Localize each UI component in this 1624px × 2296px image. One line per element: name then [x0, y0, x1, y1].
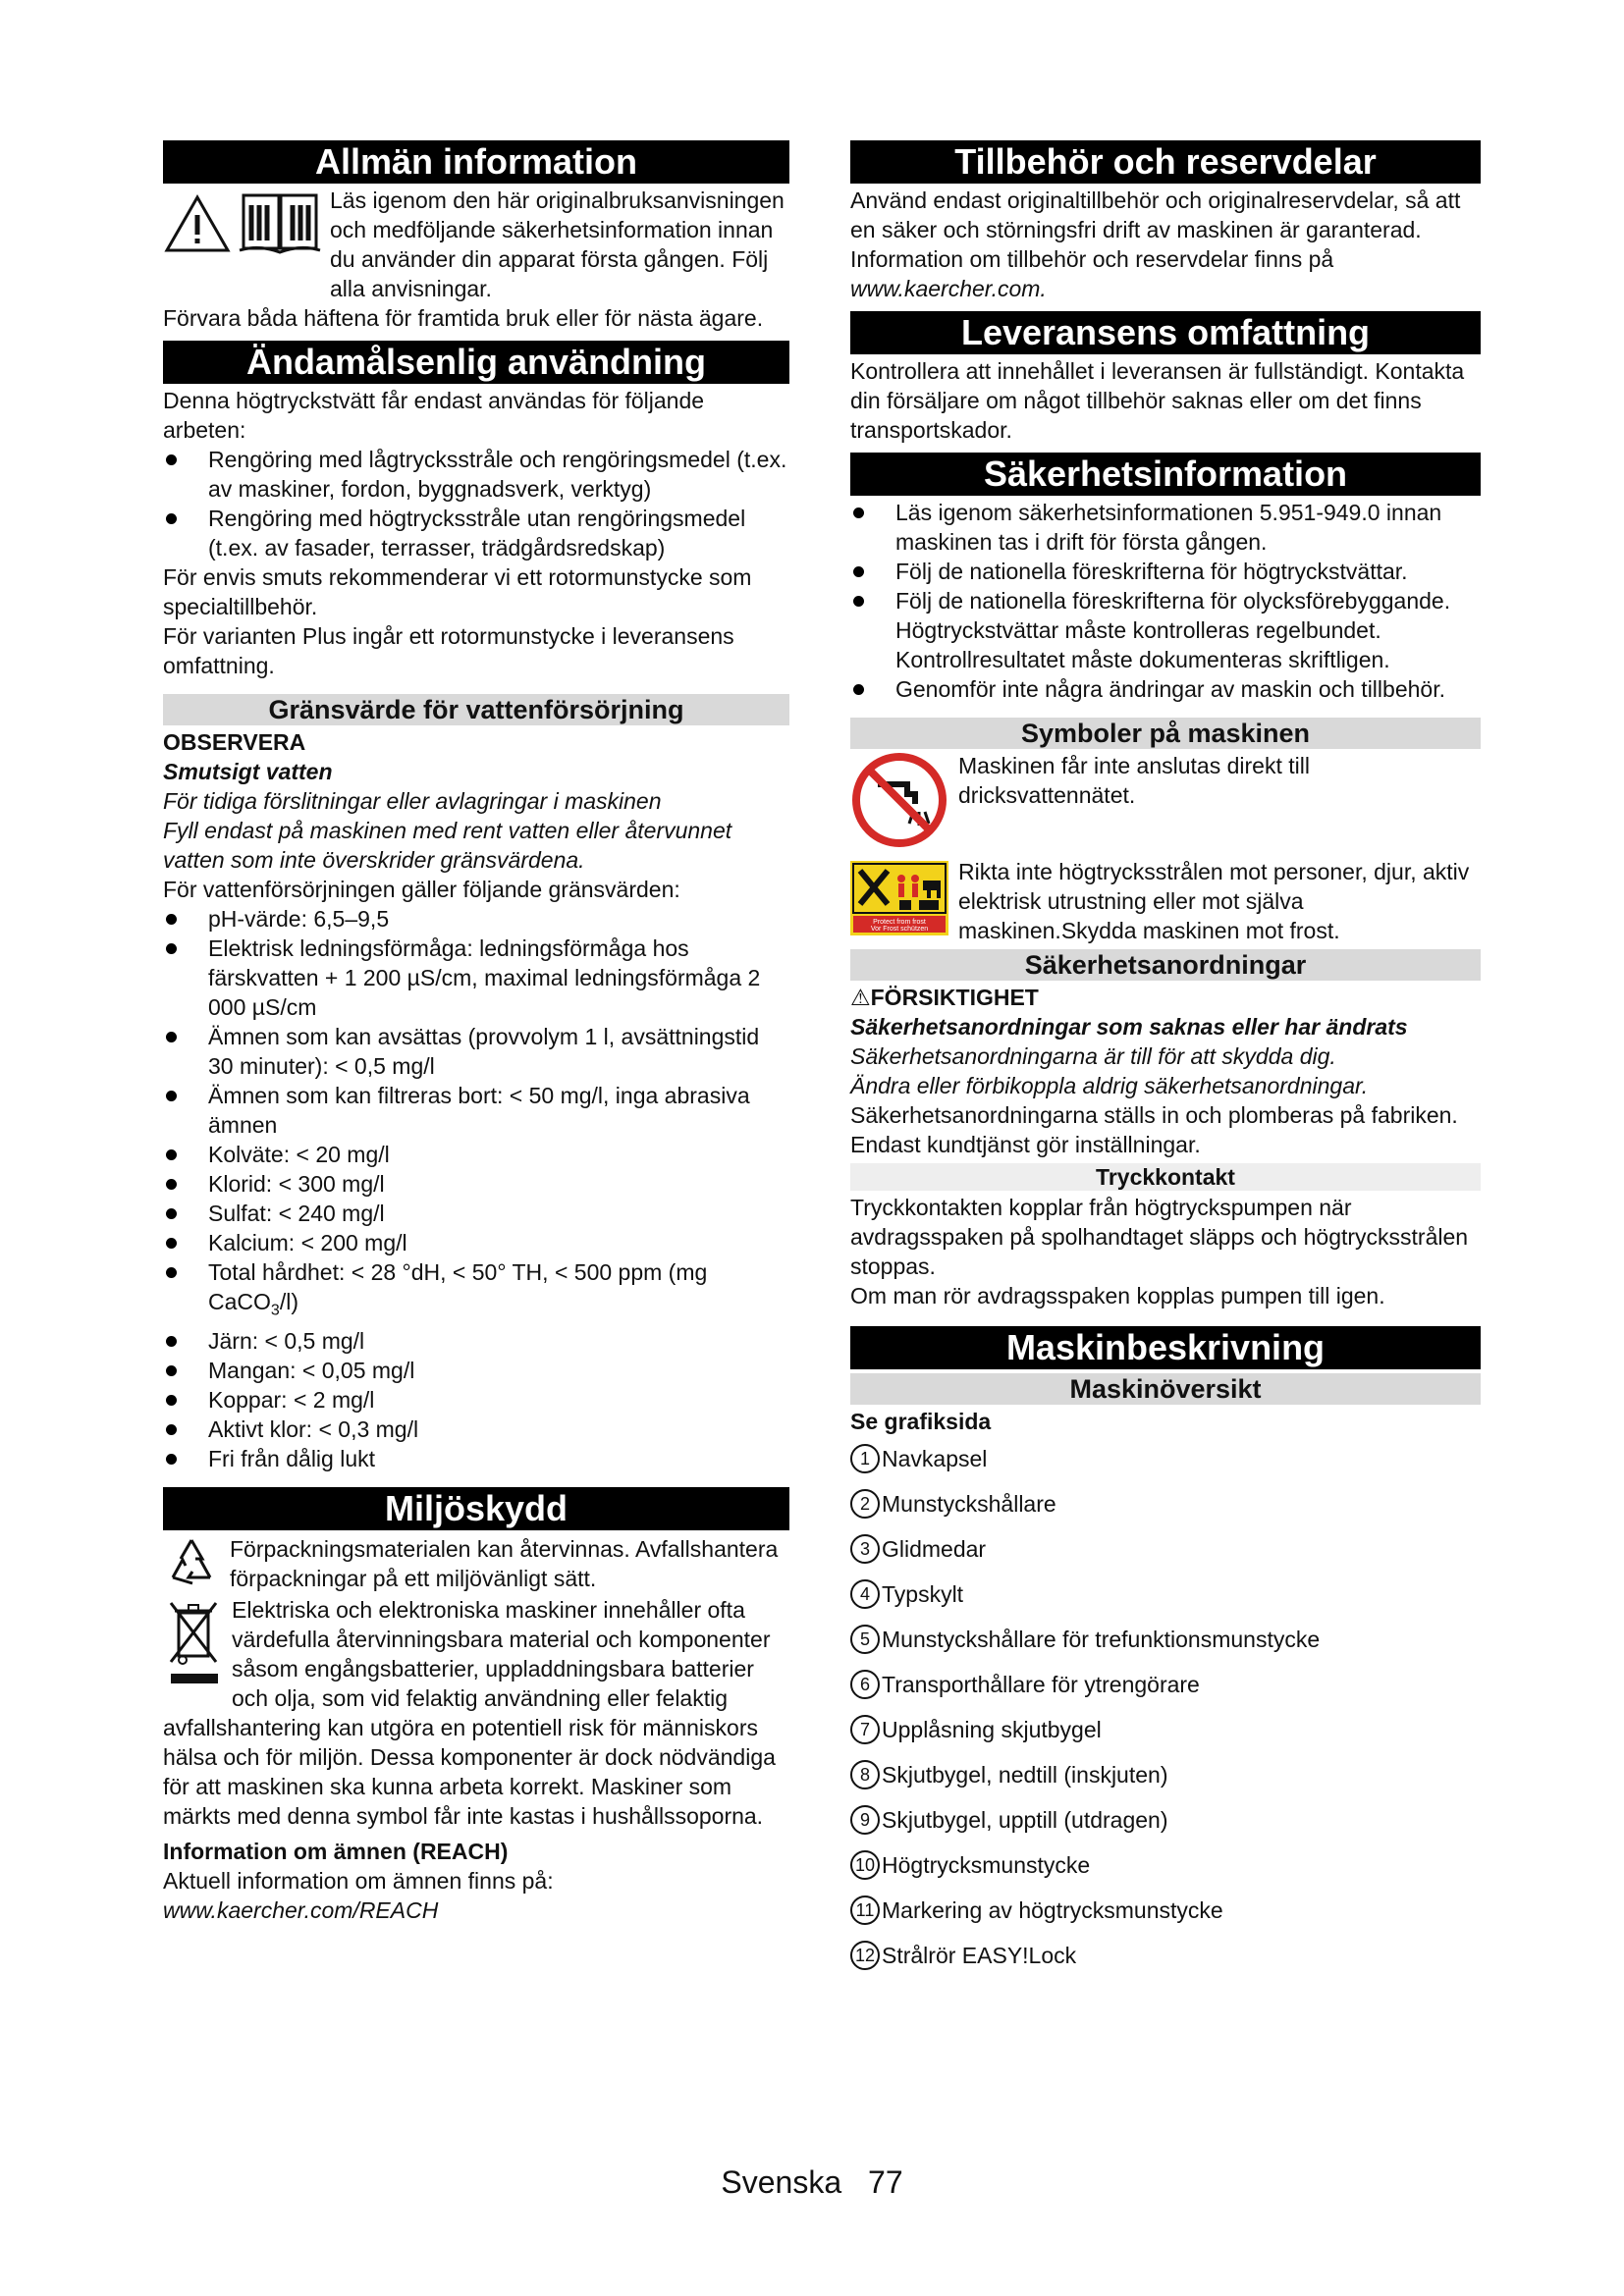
heading-tillbehor: Tillbehör och reservdelar	[850, 140, 1481, 184]
list-item: Sulfat: < 240 mg/l	[163, 1199, 789, 1228]
recycle-text: Förpackningsmaterialen kan återvinnas. Avfallshantera förpackningar på ett miljövänligt sätt.	[230, 1535, 779, 1591]
list-item: Läs igenom säkerhetsinformationen 5.951-949.0 innan maskinen tas i drift för första gången.	[850, 498, 1481, 557]
list-item: 6 Transporthållare för ytrengörare	[850, 1662, 1481, 1707]
allman-keep-text: Förvara båda häftena för framtida bruk eller för nästa ägare.	[163, 305, 764, 331]
list-item: pH-värde: 6,5–9,5	[163, 904, 789, 934]
no-drinking-water-connection-icon	[850, 751, 948, 849]
symbol-frost-text: Rikta inte högtrycksstrålen mot personer, djur, aktiv elektrisk utrustning eller mot själva maskinen.Skydda maskinen mot frost.	[958, 859, 1470, 943]
list-item-hardhet: Total hårdhet: < 28 °dH, < 50° TH, < 500 ppm (mg CaCO$_3$/l)	[163, 1257, 789, 1326]
tryck-p1: Tryckkontakten kopplar från högtryckspumpen när avdragsspaken på spolhandtaget släpps och högtrycksstrålen stoppas.	[850, 1195, 1469, 1279]
list-item: Följ de nationella föreskrifterna för olycksförebyggande. Högtryckstvättar måste kontrolleras regelbundet. Kontrollresultatet måste dokumenteras skriftligen.	[850, 586, 1481, 674]
heading-tryckkontakt: Tryckkontakt	[850, 1163, 1481, 1191]
item-number: 1	[850, 1444, 880, 1473]
right-column	[850, 140, 1481, 1978]
caution-label: ⚠FÖRSIKTIGHET	[850, 985, 1039, 1010]
tillbehor-link[interactable]: www.kaercher.com.	[850, 276, 1047, 301]
andamal-list	[163, 445, 789, 562]
left-column	[163, 140, 789, 1925]
symbol-no-drinking-water-row	[850, 751, 1481, 853]
symbol-no-drinking-water-text: Maskinen får inte anslutas direkt till dricksvattennätet.	[958, 753, 1310, 808]
list-item: Koppar: < 2 mg/l	[163, 1385, 789, 1415]
item-number: 12	[850, 1941, 880, 1970]
weee-block	[163, 1595, 789, 1831]
item-number: 9	[850, 1805, 880, 1835]
allman-intro-text: Läs igenom den här originalbruksanvisningen och medföljande säkerhetsinformation innan du använder din apparat första gången. Följ alla anvisningar.	[330, 187, 785, 301]
list-item: 8 Skjutbygel, nedtill (inskjuten)	[850, 1752, 1481, 1797]
list-item: 10 Högtrycksmunstycke	[850, 1842, 1481, 1888]
se-grafiksida: Se grafiksida	[850, 1409, 992, 1434]
grans-italic-2: Fyll endast på maskinen med rent vatten eller återvunnet vatten som inte överskrider gränsvärdena.	[163, 818, 732, 873]
weee-text: Elektriska och elektroniska maskiner innehåller ofta värdefulla återvinningsbara material och komponenter såsom engångsbatterier, uppladdningsbara batterier och olja, som vid felaktig användning eller felaktig avfallshantering kan utgöra en potentiell risk för människors hälsa och för miljön. Dessa komponenter är dock nödvändiga för att maskinen ska kunna arbeta korrekt. Maskiner som märkts med denna symbol får inte kastas i hushållssoporna.	[163, 1596, 776, 1829]
list-item: 11 Markering av högtrycksmunstycke	[850, 1888, 1481, 1933]
heading-sakerhetsinformation: Säkerhetsinformation	[850, 453, 1481, 496]
reach-title: Information om ämnen (REACH)	[163, 1838, 509, 1864]
item-number: 5	[850, 1625, 880, 1654]
heading-symboler: Symboler på maskinen	[850, 718, 1481, 749]
grans-italic-1: För tidiga förslitningar eller avlagringar i maskinen	[163, 788, 662, 814]
item-number: 2	[850, 1489, 880, 1519]
heading-andamalsenlig-anvandning: Ändamålsenlig användning	[163, 341, 789, 384]
list-item: Följ de nationella föreskrifterna för högtryckstvättar.	[850, 557, 1481, 586]
list-item: Mangan: < 0,05 mg/l	[163, 1356, 789, 1385]
list-item: Genomför inte några ändringar av maskin och tillbehör.	[850, 674, 1481, 704]
list-item: 1 Navkapsel	[850, 1436, 1481, 1481]
heading-leverans: Leveransens omfattning	[850, 311, 1481, 354]
heading-sakerhetsanordningar: Säkerhetsanordningar	[850, 949, 1481, 981]
page-footer	[0, 2164, 1624, 2201]
heading-miljoskydd: Miljöskydd	[163, 1487, 789, 1530]
list-item: 4 Typskylt	[850, 1572, 1481, 1617]
maskin-parts-list	[850, 1436, 1481, 1978]
heading-gransvarde: Gränsvärde för vattenförsörjning	[163, 694, 789, 725]
recycle-block	[163, 1534, 789, 1593]
anordningar-italic-2: Ändra eller förbikoppla aldrig säkerhetsanordningar.	[850, 1073, 1369, 1098]
list-item: 7 Upplåsning skjutbygel	[850, 1707, 1481, 1752]
tillbehor-p2: Information om tillbehör och reservdelar finns på	[850, 246, 1334, 272]
warning-icon	[163, 193, 232, 254]
sakerhet-list	[850, 498, 1481, 704]
item-number: 3	[850, 1534, 880, 1564]
caution-triangle-icon: ⚠	[850, 985, 871, 1010]
recycle-icon	[163, 1534, 220, 1591]
reach-text: Aktuell information om ämnen finns på: www.kaercher.com/REACH	[163, 1867, 554, 1923]
frost-label-en: Protect from frost	[873, 919, 926, 926]
list-item: Rengöring med lågtrycksstråle och rengöringsmedel (t.ex. av maskiner, fordon, byggnadsverk, verktyg)	[163, 445, 789, 504]
andamal-p2: För varianten Plus ingår ett rotormunstycke i leveransens omfattning.	[163, 623, 734, 678]
list-item: Järn: < 0,5 mg/l	[163, 1326, 789, 1356]
smutsigt-vatten-title: Smutsigt vatten	[163, 759, 333, 784]
crossed-bin-icon	[167, 1599, 222, 1687]
list-item: Kalcium: < 200 mg/l	[163, 1228, 789, 1257]
reach-link[interactable]: www.kaercher.com/REACH	[163, 1896, 439, 1923]
frost-label-de: Vor Frost schützen	[870, 926, 929, 933]
item-number: 7	[850, 1715, 880, 1744]
list-item: Kolväte: < 20 mg/l	[163, 1140, 789, 1169]
list-item: 2 Munstyckshållare	[850, 1481, 1481, 1526]
list-item: Elektrisk ledningsförmåga: ledningsförmåga hos färskvatten + 1 200 µS/cm, maximal ledningsförmåga 2 000 µS/cm	[163, 934, 789, 1022]
list-item: Rengöring med högtrycksstråle utan rengöringsmedel (t.ex. av fasader, terrasser, trädgårdsredskap)	[163, 504, 789, 562]
heading-maskinbeskrivning: Maskinbeskrivning	[850, 1326, 1481, 1369]
andamal-p1: För envis smuts rekommenderar vi ett rotormunstycke som specialtillbehör.	[163, 564, 752, 619]
item-number: 6	[850, 1670, 880, 1699]
heading-allman-information: Allmän information	[163, 140, 789, 184]
list-item: Ämnen som kan avsättas (provvolym 1 l, avsättningstid 30 minuter): < 0,5 mg/l	[163, 1022, 789, 1081]
tryck-p2: Om man rör avdragsspaken kopplas pumpen till igen.	[850, 1283, 1385, 1308]
grans-intro: För vattenförsörjningen gäller följande gränsvärden:	[163, 877, 680, 902]
no-spray-frost-warning-icon	[850, 861, 948, 935]
manual-book-icon	[238, 191, 322, 256]
list-item: Ämnen som kan filtreras bort: < 50 mg/l, inga abrasiva ämnen	[163, 1081, 789, 1140]
footer-language: Svenska	[721, 2164, 842, 2200]
item-number: 8	[850, 1760, 880, 1789]
andamal-intro: Denna högtryckstvätt får endast användas för följande arbeten:	[163, 388, 705, 443]
list-item: 3 Glidmedar	[850, 1526, 1481, 1572]
item-number: 10	[850, 1850, 880, 1880]
tillbehor-p1: Använd endast originaltillbehör och originalreservdelar, så att en säker och störningsfri drift av maskinen är garanterad.	[850, 187, 1461, 242]
symbol-frost-row	[850, 857, 1481, 945]
item-number: 11	[850, 1896, 880, 1925]
leverans-text: Kontrollera att innehållet i leveransen är fullständigt. Kontakta din försäljare om något tillbehör saknas eller om det finns transportskador.	[850, 358, 1465, 443]
anordningar-text: Säkerhetsanordningarna ställs in och plomberas på fabriken. Endast kundtjänst gör inställningar.	[850, 1102, 1458, 1157]
heading-maskinoversikt: Maskinöversikt	[850, 1373, 1481, 1405]
list-item: 5 Munstyckshållare för trefunktionsmunstycke	[850, 1617, 1481, 1662]
footer-page-number: 77	[868, 2164, 903, 2200]
list-item: Aktivt klor: < 0,3 mg/l	[163, 1415, 789, 1444]
list-item: 9 Skjutbygel, upptill (utdragen)	[850, 1797, 1481, 1842]
anordningar-italic-1: Säkerhetsanordningarna är till för att skydda dig.	[850, 1043, 1336, 1069]
observera-label: OBSERVERA	[163, 729, 306, 755]
anordningar-subtitle: Säkerhetsanordningar som saknas eller har ändrats	[850, 1014, 1408, 1040]
item-number: 4	[850, 1579, 880, 1609]
gransvarden-list	[163, 904, 789, 1473]
list-item: 12 Strålrör EASY!Lock	[850, 1933, 1481, 1978]
list-item: Fri från dålig lukt	[163, 1444, 789, 1473]
allman-intro-block	[163, 186, 789, 303]
list-item: Klorid: < 300 mg/l	[163, 1169, 789, 1199]
